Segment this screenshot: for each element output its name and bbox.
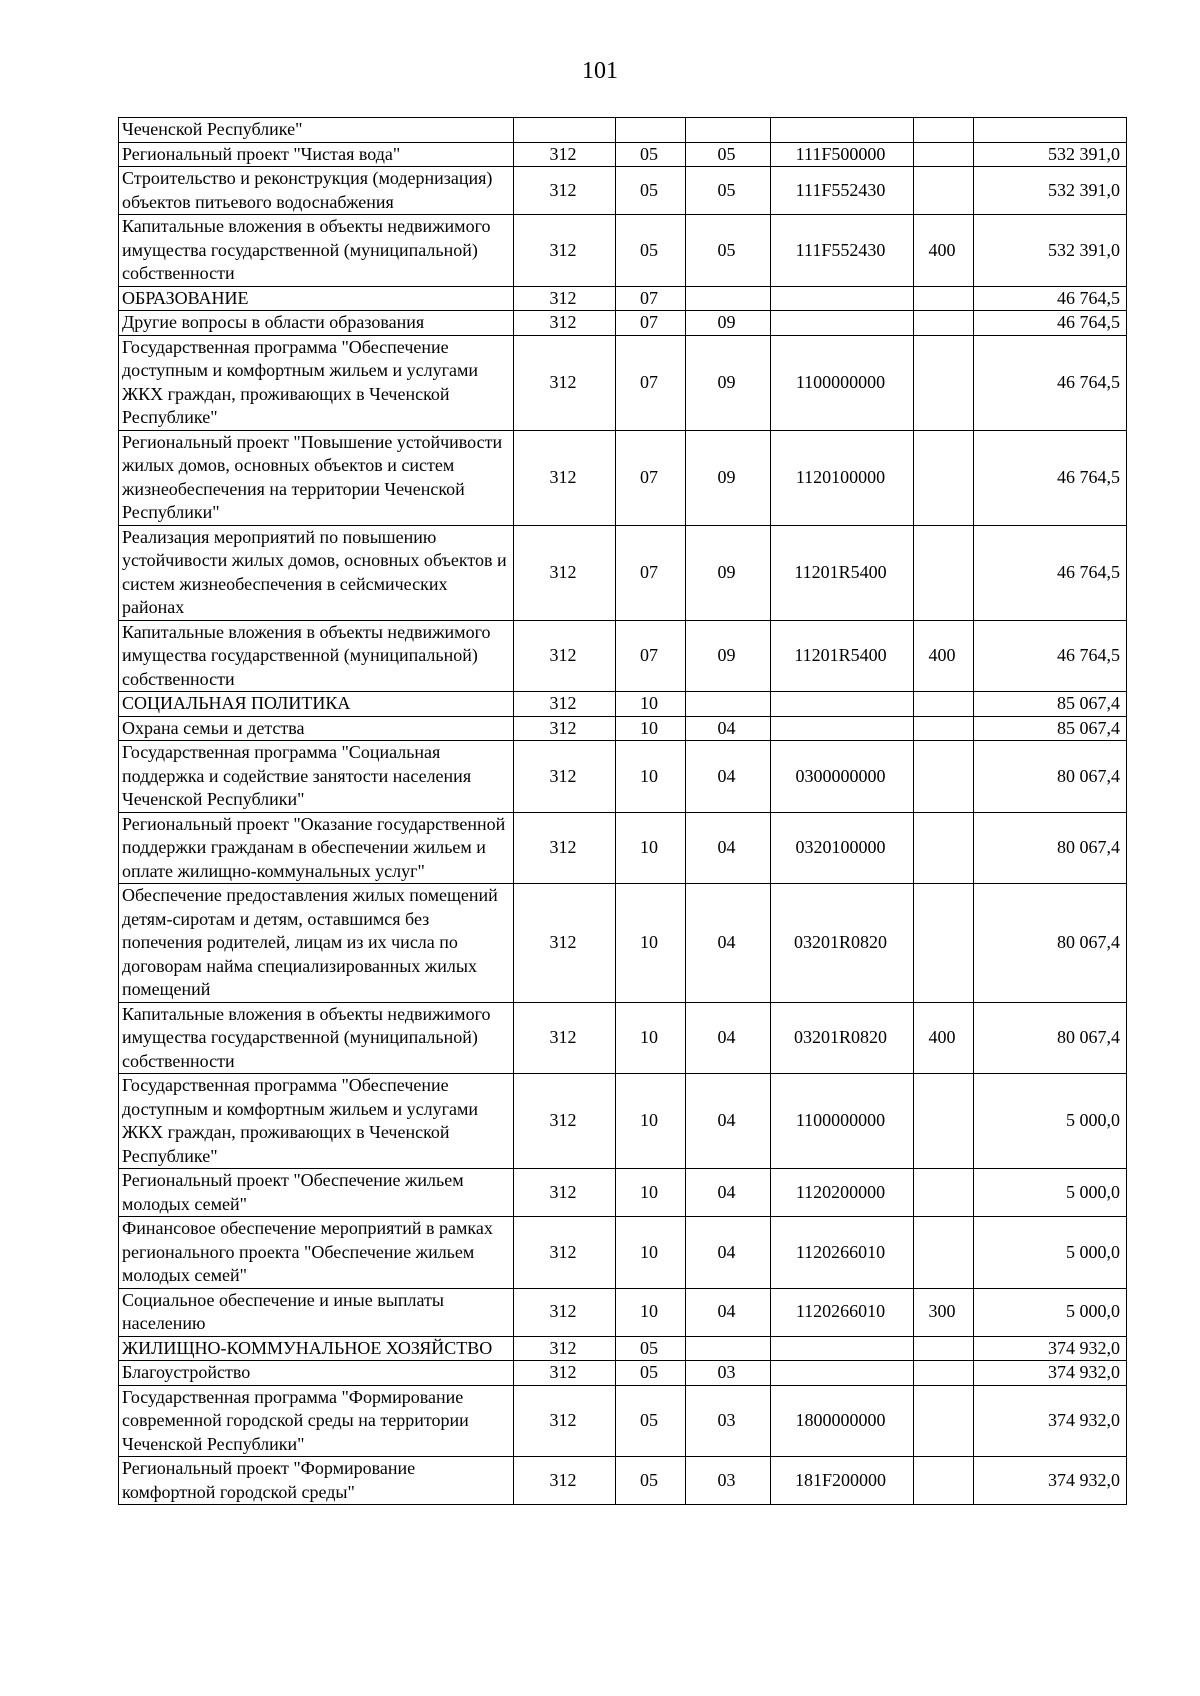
row-name-cell: Государственная программа "Обеспечение доступным и комфортным жильем и услугами ЖКХ граждан, проживающих в Чеченской Республике" — [119, 335, 514, 430]
row-pr-cell: 05 — [686, 215, 771, 287]
row-vr-cell — [914, 1169, 974, 1217]
row-vr-cell — [914, 692, 974, 717]
row-gr-cell: 312 — [514, 1385, 616, 1457]
row-vr-cell — [914, 884, 974, 1003]
row-csr-cell — [771, 1336, 914, 1361]
row-csr-cell: 1120266010 — [771, 1288, 914, 1336]
row-csr-cell: 0300000000 — [771, 741, 914, 813]
row-sum-cell: 532 391,0 — [974, 167, 1127, 215]
row-pr-cell — [686, 692, 771, 717]
table-row — [119, 1169, 1127, 1217]
row-gr-cell: 312 — [514, 1074, 616, 1169]
row-pr-cell: 05 — [686, 142, 771, 167]
row-gr-cell: 312 — [514, 525, 616, 620]
row-vr-cell — [914, 1217, 974, 1289]
row-gr-cell: 312 — [514, 335, 616, 430]
row-vr-cell: 300 — [914, 1288, 974, 1336]
row-pr-cell: 03 — [686, 1361, 771, 1386]
row-name-cell: Капитальные вложения в объекты недвижимого имущества государственной (муниципальной) собственности — [119, 1002, 514, 1074]
row-vr-cell — [914, 1385, 974, 1457]
row-name-cell: Чеченской Республике" — [119, 118, 514, 143]
row-vr-cell — [914, 1361, 974, 1386]
row-gr-cell: 312 — [514, 884, 616, 1003]
row-pr-cell: 04 — [686, 1169, 771, 1217]
row-rz-cell: 10 — [616, 692, 686, 717]
row-name-cell: Государственная программа "Формирование современной городской среды на территории Чеченской Республики" — [119, 1385, 514, 1457]
row-pr-cell: 09 — [686, 430, 771, 525]
row-sum-cell: 374 932,0 — [974, 1457, 1127, 1505]
row-gr-cell: 312 — [514, 430, 616, 525]
row-sum-cell: 85 067,4 — [974, 692, 1127, 717]
row-csr-cell: 11201R5400 — [771, 620, 914, 692]
row-name-cell: Социальное обеспечение и иные выплаты населению — [119, 1288, 514, 1336]
row-sum-cell: 46 764,5 — [974, 430, 1127, 525]
row-name-cell: Финансовое обеспечение мероприятий в рамках регионального проекта "Обеспечение жильем молодых семей" — [119, 1217, 514, 1289]
row-sum-cell — [974, 118, 1127, 143]
row-csr-cell: 1800000000 — [771, 1385, 914, 1457]
row-name-cell: Реализация мероприятий по повышению устойчивости жилых домов, основных объектов и систем жизнеобеспечения в сейсмических районах — [119, 525, 514, 620]
row-vr-cell: 400 — [914, 620, 974, 692]
row-rz-cell: 10 — [616, 1217, 686, 1289]
row-rz-cell: 07 — [616, 286, 686, 311]
row-gr-cell: 312 — [514, 215, 616, 287]
table-row — [119, 812, 1127, 884]
row-name-cell: Охрана семьи и детства — [119, 716, 514, 741]
row-sum-cell: 374 932,0 — [974, 1336, 1127, 1361]
row-name-cell: Капитальные вложения в объекты недвижимого имущества государственной (муниципальной) собственности — [119, 620, 514, 692]
row-sum-cell: 46 764,5 — [974, 311, 1127, 336]
row-name-cell: Региональный проект "Обеспечение жильем молодых семей" — [119, 1169, 514, 1217]
table-row — [119, 167, 1127, 215]
row-rz-cell: 07 — [616, 620, 686, 692]
row-gr-cell: 312 — [514, 286, 616, 311]
row-pr-cell: 04 — [686, 1288, 771, 1336]
row-gr-cell: 312 — [514, 311, 616, 336]
table-row — [119, 286, 1127, 311]
row-vr-cell — [914, 1336, 974, 1361]
row-pr-cell: 09 — [686, 311, 771, 336]
row-pr-cell — [686, 1336, 771, 1361]
table-body — [119, 118, 1127, 1505]
row-rz-cell: 05 — [616, 1385, 686, 1457]
row-pr-cell: 04 — [686, 812, 771, 884]
row-pr-cell: 04 — [686, 741, 771, 813]
row-csr-cell: 1100000000 — [771, 335, 914, 430]
row-gr-cell: 312 — [514, 1361, 616, 1386]
row-gr-cell: 312 — [514, 1217, 616, 1289]
row-rz-cell: 10 — [616, 1169, 686, 1217]
row-pr-cell: 09 — [686, 620, 771, 692]
row-csr-cell: 181F200000 — [771, 1457, 914, 1505]
row-rz-cell: 07 — [616, 430, 686, 525]
row-name-cell: Строительство и реконструкция (модернизация) объектов питьевого водоснабжения — [119, 167, 514, 215]
row-vr-cell — [914, 741, 974, 813]
row-sum-cell: 5 000,0 — [974, 1169, 1127, 1217]
row-csr-cell: 1120100000 — [771, 430, 914, 525]
row-pr-cell: 04 — [686, 1074, 771, 1169]
row-rz-cell: 07 — [616, 311, 686, 336]
table-row — [119, 741, 1127, 813]
row-sum-cell: 80 067,4 — [974, 812, 1127, 884]
row-csr-cell: 111F500000 — [771, 142, 914, 167]
row-name-cell: ЖИЛИЩНО-КОММУНАЛЬНОЕ ХОЗЯЙСТВО — [119, 1336, 514, 1361]
row-csr-cell — [771, 1361, 914, 1386]
row-csr-cell — [771, 311, 914, 336]
row-rz-cell: 10 — [616, 812, 686, 884]
table-row — [119, 1217, 1127, 1289]
row-pr-cell: 04 — [686, 1217, 771, 1289]
row-rz-cell: 05 — [616, 1336, 686, 1361]
row-sum-cell: 374 932,0 — [974, 1361, 1127, 1386]
row-vr-cell — [914, 335, 974, 430]
row-vr-cell — [914, 1074, 974, 1169]
table-row — [119, 716, 1127, 741]
row-rz-cell: 05 — [616, 1361, 686, 1386]
table-row — [119, 1457, 1127, 1505]
table-row — [119, 620, 1127, 692]
table-row — [119, 1288, 1127, 1336]
row-gr-cell: 312 — [514, 620, 616, 692]
row-pr-cell: 05 — [686, 167, 771, 215]
row-sum-cell: 5 000,0 — [974, 1217, 1127, 1289]
row-vr-cell — [914, 286, 974, 311]
row-csr-cell: 1120266010 — [771, 1217, 914, 1289]
row-csr-cell: 03201R0820 — [771, 884, 914, 1003]
row-vr-cell: 400 — [914, 215, 974, 287]
row-rz-cell: 10 — [616, 884, 686, 1003]
row-csr-cell — [771, 286, 914, 311]
table-row — [119, 1361, 1127, 1386]
table-row — [119, 1002, 1127, 1074]
table-row — [119, 430, 1127, 525]
table-row — [119, 1336, 1127, 1361]
row-csr-cell — [771, 716, 914, 741]
row-rz-cell: 05 — [616, 142, 686, 167]
row-name-cell: Региональный проект "Чистая вода" — [119, 142, 514, 167]
row-vr-cell — [914, 311, 974, 336]
table-row — [119, 692, 1127, 717]
row-name-cell: Региональный проект "Формирование комфортной городской среды" — [119, 1457, 514, 1505]
row-csr-cell: 0320100000 — [771, 812, 914, 884]
row-vr-cell — [914, 118, 974, 143]
row-gr-cell: 312 — [514, 142, 616, 167]
row-gr-cell — [514, 118, 616, 143]
row-sum-cell: 5 000,0 — [974, 1074, 1127, 1169]
row-csr-cell: 111F552430 — [771, 215, 914, 287]
row-vr-cell: 400 — [914, 1002, 974, 1074]
row-sum-cell: 46 764,5 — [974, 286, 1127, 311]
row-sum-cell: 80 067,4 — [974, 1002, 1127, 1074]
row-sum-cell: 46 764,5 — [974, 525, 1127, 620]
row-rz-cell: 10 — [616, 741, 686, 813]
row-gr-cell: 312 — [514, 1169, 616, 1217]
row-sum-cell: 46 764,5 — [974, 335, 1127, 430]
row-sum-cell: 46 764,5 — [974, 620, 1127, 692]
table-row — [119, 142, 1127, 167]
row-vr-cell — [914, 525, 974, 620]
row-pr-cell: 04 — [686, 1002, 771, 1074]
row-pr-cell: 04 — [686, 716, 771, 741]
table-row — [119, 311, 1127, 336]
table-row — [119, 525, 1127, 620]
row-gr-cell: 312 — [514, 1002, 616, 1074]
row-pr-cell: 03 — [686, 1385, 771, 1457]
row-vr-cell — [914, 812, 974, 884]
row-sum-cell: 80 067,4 — [974, 884, 1127, 1003]
row-sum-cell: 5 000,0 — [974, 1288, 1127, 1336]
row-vr-cell — [914, 167, 974, 215]
row-name-cell: Благоустройство — [119, 1361, 514, 1386]
row-rz-cell: 10 — [616, 716, 686, 741]
row-name-cell: Капитальные вложения в объекты недвижимого имущества государственной (муниципальной) собственности — [119, 215, 514, 287]
row-rz-cell: 07 — [616, 335, 686, 430]
row-name-cell: ОБРАЗОВАНИЕ — [119, 286, 514, 311]
table-row — [119, 215, 1127, 287]
row-csr-cell: 03201R0820 — [771, 1002, 914, 1074]
row-pr-cell — [686, 286, 771, 311]
budget-table — [118, 117, 1127, 1505]
row-name-cell: Государственная программа "Социальная поддержка и содействие занятости населения Чеченской Республики" — [119, 741, 514, 813]
row-pr-cell: 04 — [686, 884, 771, 1003]
table-row — [119, 335, 1127, 430]
row-gr-cell: 312 — [514, 716, 616, 741]
row-vr-cell — [914, 430, 974, 525]
row-gr-cell: 312 — [514, 1457, 616, 1505]
page-number: 101 — [582, 58, 618, 84]
row-csr-cell: 1100000000 — [771, 1074, 914, 1169]
row-name-cell: Региональный проект "Оказание государственной поддержки гражданам в обеспечении жильем и оплате жилищно-коммунальных услуг" — [119, 812, 514, 884]
row-sum-cell: 532 391,0 — [974, 142, 1127, 167]
row-sum-cell: 532 391,0 — [974, 215, 1127, 287]
row-gr-cell: 312 — [514, 167, 616, 215]
table-row — [119, 1074, 1127, 1169]
row-csr-cell — [771, 118, 914, 143]
row-rz-cell: 10 — [616, 1074, 686, 1169]
row-pr-cell: 09 — [686, 335, 771, 430]
row-rz-cell: 05 — [616, 1457, 686, 1505]
row-csr-cell — [771, 692, 914, 717]
row-csr-cell: 1120200000 — [771, 1169, 914, 1217]
row-gr-cell: 312 — [514, 1336, 616, 1361]
table-row — [119, 118, 1127, 143]
row-rz-cell: 10 — [616, 1288, 686, 1336]
table-row — [119, 1385, 1127, 1457]
row-vr-cell — [914, 1457, 974, 1505]
row-pr-cell — [686, 118, 771, 143]
row-name-cell: Региональный проект "Повышение устойчивости жилых домов, основных объектов и систем жизнеобеспечения на территории Чеченской Республики" — [119, 430, 514, 525]
row-sum-cell: 374 932,0 — [974, 1385, 1127, 1457]
row-name-cell: СОЦИАЛЬНАЯ ПОЛИТИКА — [119, 692, 514, 717]
row-pr-cell: 09 — [686, 525, 771, 620]
row-pr-cell: 03 — [686, 1457, 771, 1505]
row-sum-cell: 85 067,4 — [974, 716, 1127, 741]
row-name-cell: Другие вопросы в области образования — [119, 311, 514, 336]
row-rz-cell — [616, 118, 686, 143]
row-sum-cell: 80 067,4 — [974, 741, 1127, 813]
row-gr-cell: 312 — [514, 812, 616, 884]
row-rz-cell: 10 — [616, 1002, 686, 1074]
row-name-cell: Обеспечение предоставления жилых помещений детям-сиротам и детям, оставшимся без попечения родителей, лицам из их числа по договорам найма специализированных жилых помещений — [119, 884, 514, 1003]
row-vr-cell — [914, 716, 974, 741]
row-rz-cell: 07 — [616, 525, 686, 620]
row-rz-cell: 05 — [616, 215, 686, 287]
table-row — [119, 884, 1127, 1003]
row-csr-cell: 111F552430 — [771, 167, 914, 215]
row-gr-cell: 312 — [514, 692, 616, 717]
row-csr-cell: 11201R5400 — [771, 525, 914, 620]
row-vr-cell — [914, 142, 974, 167]
row-rz-cell: 05 — [616, 167, 686, 215]
row-name-cell: Государственная программа "Обеспечение доступным и комфортным жильем и услугами ЖКХ граждан, проживающих в Чеченской Республике" — [119, 1074, 514, 1169]
row-gr-cell: 312 — [514, 1288, 616, 1336]
row-gr-cell: 312 — [514, 741, 616, 813]
